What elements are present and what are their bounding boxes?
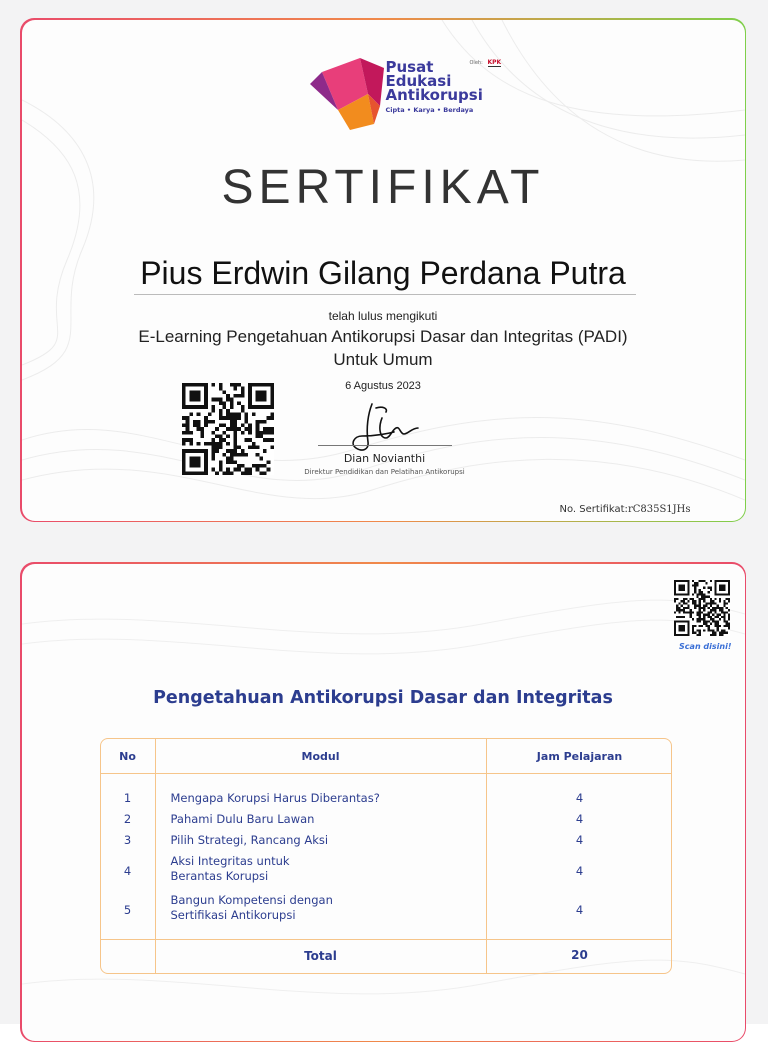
row-no: 4 <box>123 863 132 878</box>
certificate-number-value: rC835S1JHs <box>627 503 691 515</box>
row-jam: 4 <box>575 790 584 805</box>
qr-finder-pattern <box>189 390 200 401</box>
column-divider <box>155 739 156 973</box>
certificate-inner <box>22 20 745 521</box>
certificate-date: 6 Agustus 2023 <box>345 379 421 392</box>
logo-wordmark <box>385 57 483 104</box>
logo-tagline: Cipta • Karya • Berdaya <box>385 105 474 114</box>
column-header-no: No <box>119 749 136 763</box>
course-line-1: E-Learning Pengetahuan Antikorupsi Dasar dan Integritas (PADI) <box>138 326 628 346</box>
header-divider <box>101 773 671 774</box>
row-modul: Pahami Dulu Baru Lawan <box>170 811 315 826</box>
signer-title: Direktur Pendidikan dan Pelatihan Antikorupsi <box>304 467 465 476</box>
qr-finder-pattern <box>255 390 266 401</box>
logo-line-3: Antikorupsi <box>385 85 483 104</box>
name-underline <box>134 294 636 295</box>
logo-by-label: Oleh: <box>469 59 483 66</box>
course-line-2: Untuk Umum <box>333 349 433 369</box>
row-modul <box>171 893 333 923</box>
row-modul-line-2: Berantas Korupsi <box>170 868 269 883</box>
signature-line <box>318 445 452 446</box>
qr-finder-pattern <box>189 456 200 467</box>
logo-line-2: Edukasi <box>385 71 452 90</box>
row-no: 5 <box>123 902 132 917</box>
row-modul: Pilih Strategi, Rancang Aksi <box>170 832 329 847</box>
kpk-logo: KPK <box>487 58 502 66</box>
details-inner <box>22 564 745 1041</box>
row-no: 2 <box>123 811 132 826</box>
signer-name: Dian Novianthi <box>343 451 426 465</box>
total-value: 20 <box>571 947 588 962</box>
row-modul: Mengapa Korupsi Harus Diberantas? <box>170 790 380 805</box>
row-modul-line-1: Bangun Kompetensi dengan <box>170 892 333 907</box>
course-title <box>22 325 745 371</box>
row-modul-line-2: Sertifikasi Antikorupsi <box>170 907 296 922</box>
qr-finder-pattern <box>718 584 725 591</box>
passed-text: telah lulus mengikuti <box>328 308 438 323</box>
row-jam: 4 <box>575 811 584 826</box>
qr-code[interactable] <box>182 383 274 475</box>
column-header-modul: Modul <box>301 749 340 763</box>
module-heading: Pengetahuan Antikorupsi Dasar dan Integritas <box>153 687 613 708</box>
details-card <box>20 562 746 1042</box>
signature <box>342 398 428 456</box>
row-no: 3 <box>123 832 132 847</box>
certificate-title: SERTIFIKAT <box>221 160 545 214</box>
qr-finder-pattern <box>678 584 685 591</box>
qr-finder-pattern <box>678 624 685 631</box>
module-table <box>100 738 672 974</box>
row-jam: 4 <box>575 902 584 917</box>
column-header-jam: Jam Pelajaran <box>536 749 623 763</box>
certificate-card <box>20 18 746 522</box>
row-modul <box>171 854 290 884</box>
row-jam: 4 <box>575 832 584 847</box>
column-divider <box>486 739 487 973</box>
certificate-number <box>560 504 691 515</box>
logo-line-1: Pusat <box>385 57 434 76</box>
row-no: 1 <box>123 790 132 805</box>
footer-divider <box>101 939 671 940</box>
recipient-name: Pius Erdwin Gilang Perdana Putra <box>140 254 626 291</box>
scan-label: Scan disini! <box>679 641 732 651</box>
certificate-number-label: No. Sertifikat: <box>559 503 628 515</box>
row-jam: 4 <box>575 863 584 878</box>
row-modul-line-1: Aksi Integritas untuk <box>170 853 290 868</box>
qr-code-small[interactable] <box>674 580 730 636</box>
total-label: Total <box>304 948 337 963</box>
